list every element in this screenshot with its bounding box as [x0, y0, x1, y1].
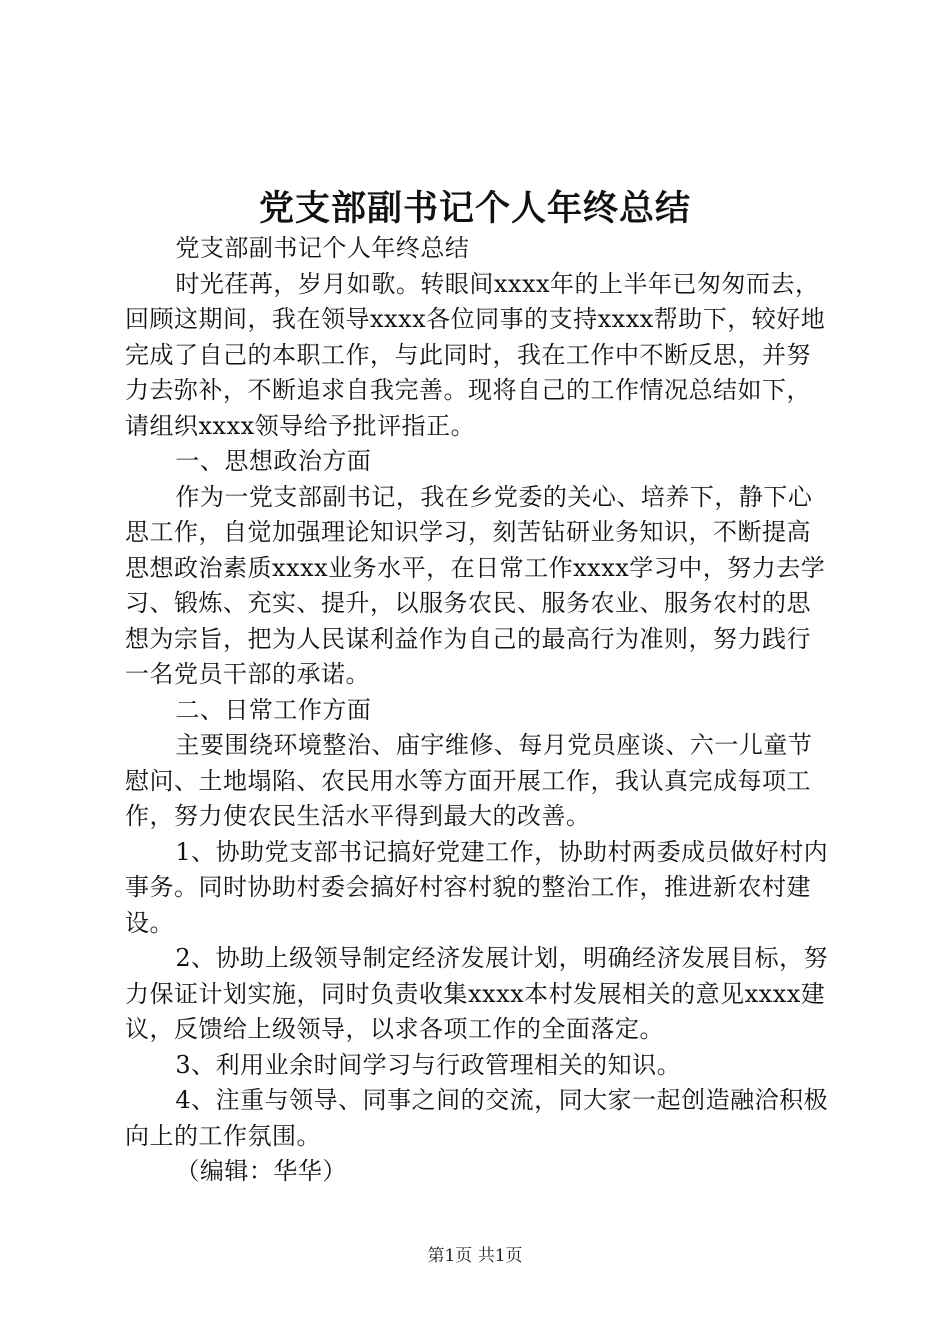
section-heading-daily-work: 二、日常工作方面	[175, 695, 372, 724]
list-item-2: 2、协助上级领导制定经济发展计划，明确经济发展目标，努力保证计划实施，同时负责收集xxxx本村发展相关的意见xxxx建议，反馈给上级领导，以求各项工作的全面落定。	[125, 944, 829, 1043]
list-item-1: 1、协助党支部书记搞好党建工作，协助村两委成员做好村内事务。同时协助村委会搞好村容村貌的整治工作，推进新农村建设。	[125, 837, 829, 937]
list-item-3: 3、利用业余时间学习与行政管理相关的知识。	[175, 1050, 682, 1079]
paragraph-intro: 时光荏苒，岁月如歌。转眼间xxxx年的上半年已匆匆而去，回顾这期间，我在领导xxxx各位同事的支持xxxx帮助下，较好地完成了自己的本职工作，与此同时，我在工作中不断反思，并努力去弥补，不断追求自我完善。现将自己的工作情况总结如下，请组织xxxx领导给予批评指正。	[125, 269, 826, 440]
paragraph-political: 作为一党支部副书记，我在乡党委的关心、培养下，静下心思工作，自觉加强理论知识学习，刻苦钻研业务知识，不断提高思想政治素质xxxx业务水平，在日常工作xxxx学习中，努力去学习、锻炼、充实、提升，以服务农民、服务农业、服务农村的思想为宗旨，把为人民谋利益作为自己的最高行为准则，努力践行一名党员干部的承诺。	[125, 482, 826, 688]
document-body	[125, 231, 833, 1190]
list-item-4: 4、注重与领导、同事之间的交流，同大家一起创造融洽积极向上的工作氛围。	[125, 1086, 829, 1150]
paragraph-daily-work: 主要围绕环境整治、庙宇维修、每月党员座谈、六一儿童节慰问、土地塌陷、农民用水等方面开展工作，我认真完成每项工作，努力使农民生活水平得到最大的改善。	[125, 731, 813, 830]
page-footer: 第1页 共1页	[427, 1246, 523, 1266]
paragraph-subtitle: 党支部副书记个人年终总结	[175, 234, 470, 262]
section-heading-political: 一、思想政治方面	[175, 447, 372, 475]
editor-note: （编辑：华华）	[175, 1157, 347, 1185]
document-title: 党支部副书记个人年终总结	[258, 188, 691, 229]
